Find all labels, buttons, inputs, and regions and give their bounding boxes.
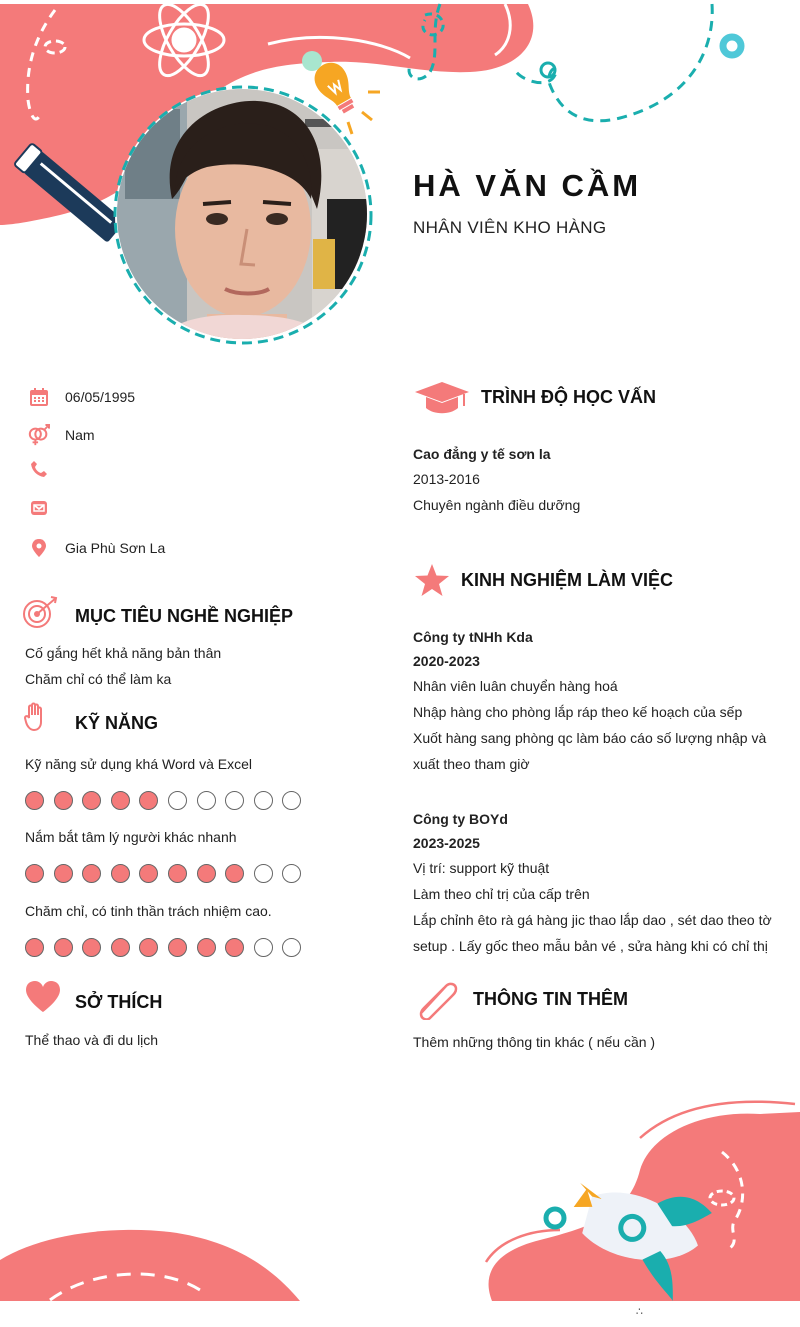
objective-title: MỤC TIÊU NGHỀ NGHIỆP	[75, 606, 294, 626]
education-school: Cao đẳng y tế sơn la	[413, 446, 551, 462]
rating-dot-filled	[168, 938, 187, 957]
rating-dot-filled	[225, 864, 244, 883]
skill-3-label: Chăm chỉ, có tinh thần trách nhiệm cao.	[25, 903, 272, 919]
email-icon	[28, 497, 50, 519]
rating-dot-filled	[25, 791, 44, 810]
star-icon	[414, 563, 450, 597]
job-2-line: Vị trí: support kỹ thuật	[413, 860, 550, 876]
education-period: 2013-2016	[413, 471, 480, 487]
footer-mark: ∴	[636, 1306, 643, 1318]
gender-text: Nam	[65, 427, 95, 443]
rating-dot-empty	[282, 938, 301, 957]
skill-2-rating	[25, 864, 301, 883]
job-1-line: Nhân viên luân chuyển hàng hoá	[413, 678, 618, 694]
profile-photo	[117, 89, 367, 339]
heart-icon	[24, 980, 62, 1014]
objective-line-2: Chăm chỉ có thể làm ka	[25, 671, 172, 687]
rating-dot-empty	[254, 864, 273, 883]
birthday-text: 06/05/1995	[65, 389, 136, 405]
rating-dot-filled	[139, 791, 158, 810]
experience-title: KINH NGHIỆM LÀM VIỆC	[461, 570, 674, 590]
objective-line-1: Cố gắng hết khả năng bản thân	[25, 645, 222, 661]
rating-dot-filled	[82, 791, 101, 810]
rating-dot-filled	[111, 864, 130, 883]
job-2-period: 2023-2025	[413, 835, 480, 851]
rating-dot-empty	[168, 791, 187, 810]
email-row	[28, 496, 50, 520]
rating-dot-empty	[282, 864, 301, 883]
graduation-cap-icon	[414, 380, 470, 416]
skill-1-rating	[25, 791, 301, 810]
profile-photo-frame	[112, 84, 374, 346]
job-1-line: xuất theo tham giờ	[413, 756, 530, 772]
job-2-line: setup . Lấy gốc theo mẫu bản vé , sửa hàng khi có chỉ thị	[413, 938, 768, 954]
extra-text: Thêm những thông tin khác ( nếu cần )	[413, 1034, 656, 1050]
paperclip-icon	[416, 978, 460, 1020]
rating-dot-filled	[139, 864, 158, 883]
phone-row	[28, 457, 50, 481]
rating-dot-filled	[139, 938, 158, 957]
rating-dot-filled	[54, 791, 73, 810]
rating-dot-filled	[197, 864, 216, 883]
job-1-company: Công ty tNHh Kda	[413, 629, 533, 645]
location-icon	[28, 537, 50, 559]
rating-dot-empty	[254, 791, 273, 810]
birthday-row	[28, 385, 136, 409]
skill-3-rating	[25, 938, 301, 957]
rating-dot-empty	[254, 938, 273, 957]
skills-title: KỸ NĂNG	[75, 713, 159, 733]
rating-dot-filled	[82, 938, 101, 957]
rating-dot-filled	[111, 791, 130, 810]
gender-icon	[28, 424, 50, 446]
footer-decoration	[0, 1090, 800, 1305]
hobbies-text: Thể thao và đi du lịch	[25, 1032, 159, 1048]
gender-row	[28, 423, 95, 447]
rating-dot-filled	[225, 938, 244, 957]
rating-dot-filled	[111, 938, 130, 957]
education-major: Chuyên ngành điều dưỡng	[413, 497, 581, 513]
job-2-line: Lắp chỉnh êto rà gá hàng jic thao lắp dao , sét dao theo tờ	[413, 912, 772, 928]
rating-dot-filled	[54, 864, 73, 883]
job-1-line: Xuốt hàng sang phòng qc làm báo cáo số lượng nhập và	[413, 730, 767, 746]
education-title: TRÌNH ĐỘ HỌC VẤN	[481, 387, 656, 407]
rating-dot-empty	[282, 791, 301, 810]
address-text: Gia Phù Sơn La	[65, 540, 166, 556]
rating-dot-filled	[25, 938, 44, 957]
job-1-period: 2020-2023	[413, 653, 480, 669]
rating-dot-filled	[82, 864, 101, 883]
hobbies-title: SỞ THÍCH	[75, 992, 163, 1012]
job-title: NHÂN VIÊN KHO HÀNG	[413, 218, 607, 237]
calendar-icon	[28, 386, 50, 408]
skill-2-label: Nắm bắt tâm lý người khác nhanh	[25, 829, 237, 845]
job-1-line: Nhập hàng cho phòng lắp ráp theo kế hoạch của sếp	[413, 704, 743, 720]
target-icon	[22, 595, 60, 629]
rating-dot-filled	[168, 864, 187, 883]
rating-dot-empty	[197, 791, 216, 810]
skill-1-label: Kỹ năng sử dụng khá Word và Excel	[25, 756, 253, 772]
phone-icon	[28, 458, 50, 480]
address-row	[28, 536, 166, 560]
extra-title: THÔNG TIN THÊM	[473, 989, 628, 1009]
job-2-line: Làm theo chỉ trị của cấp trên	[413, 886, 590, 902]
rating-dot-filled	[25, 864, 44, 883]
hand-icon	[24, 702, 48, 734]
job-2-company: Công ty BOYd	[413, 811, 508, 827]
rating-dot-empty	[225, 791, 244, 810]
candidate-name: HÀ VĂN CẦM	[413, 168, 642, 203]
rating-dot-filled	[197, 938, 216, 957]
rating-dot-filled	[54, 938, 73, 957]
